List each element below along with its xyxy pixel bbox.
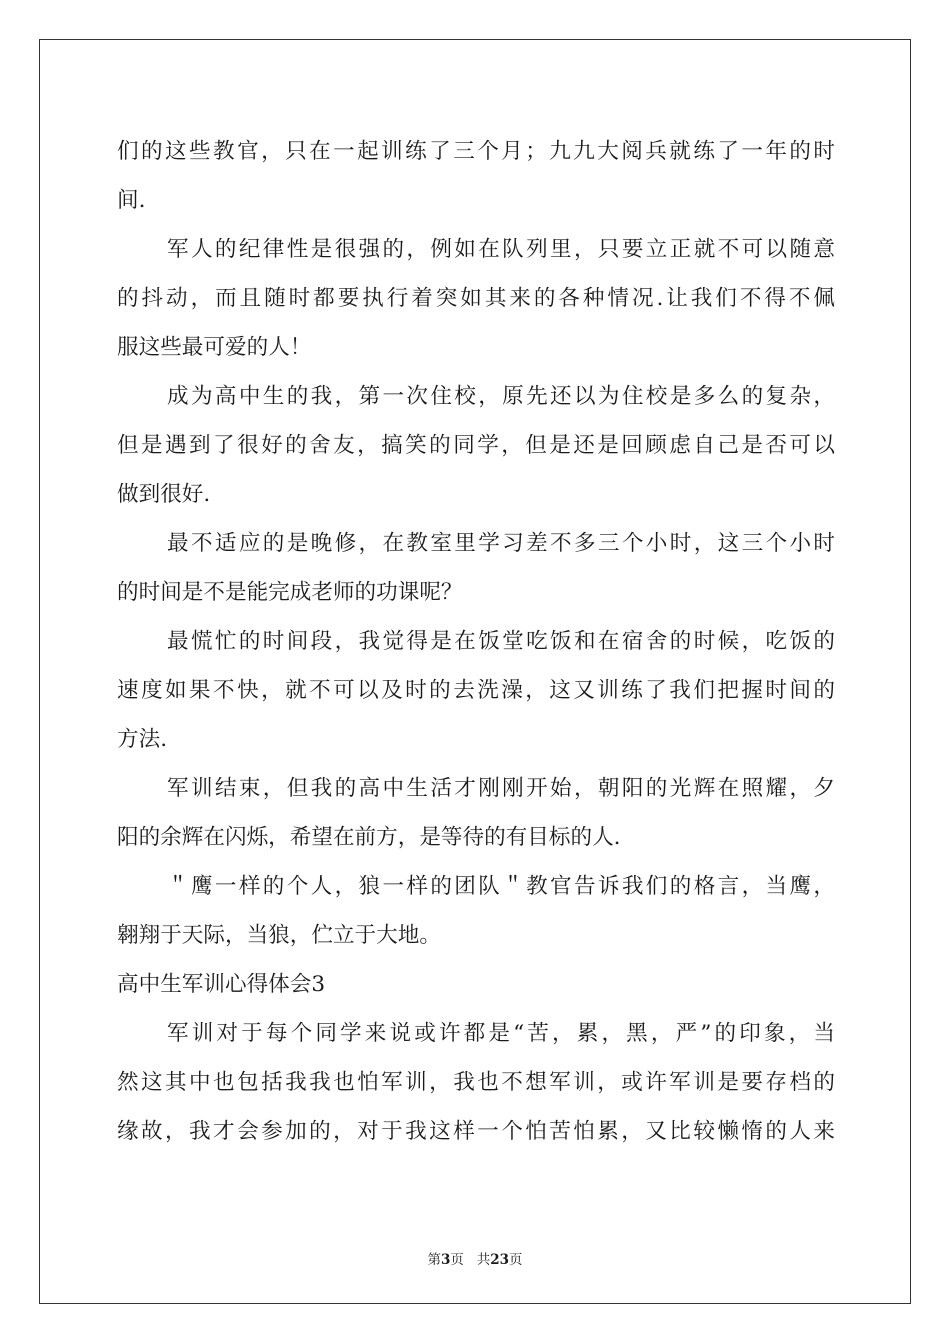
text-line: 们的这些教官，只在一起训练了三个月；九九大阅兵就练了一年的时	[117, 139, 835, 164]
footer-page-suffix: 页	[450, 1252, 464, 1268]
text-line: 的时间是不是能完成老师的功课呢？	[117, 580, 463, 605]
page-footer	[0, 1248, 950, 1268]
text-line: 成为高中生的我，第一次住校，原先还以为住校是多么的复杂，	[167, 384, 835, 409]
footer-prefix: 第	[427, 1252, 441, 1268]
text-line: 最慌忙的时间段，我觉得是在饭堂吃饭和在宿舍的时候，吃饭的	[167, 629, 835, 654]
text-line: 间.	[117, 188, 146, 213]
text-line: 然这其中也包括我我也怕军训，我也不想军训，或许军训是要存档的	[117, 1070, 835, 1095]
text-line: 但是遇到了很好的舍友，搞笑的同学，但是还是回顾虑自己是否可以	[117, 433, 835, 458]
text-line: 做到很好.	[117, 482, 211, 507]
text-line: 速度如果不快，就不可以及时的去洗澡，这又训练了我们把握时间的	[117, 678, 835, 703]
section-heading: 高中生军训心得体会3	[117, 972, 326, 997]
text-line: ＂鹰一样的个人，狼一样的团队＂教官告诉我们的格言，当鹰，	[167, 874, 835, 899]
document-body	[117, 127, 835, 1156]
text-line: 翱翔于天际，当狼，伫立于大地。	[117, 923, 441, 948]
text-line: 阳的余辉在闪烁，希望在前方，是等待的有目标的人.	[117, 825, 621, 850]
text-line: 缘故，我才会参加的，对于我这样一个怕苦怕累，又比较懒惰的人来	[117, 1119, 835, 1144]
text-line: 军训对于每个同学来说或许都是“苦，累，黑，严”的印象，当	[167, 1021, 835, 1046]
text-line: 方法.	[117, 727, 168, 752]
text-line: 军训结束，但我的高中生活才刚刚开始，朝阳的光辉在照耀，夕	[167, 776, 835, 801]
footer-page-number: 3	[440, 1252, 451, 1268]
footer-total-suffix: 页	[509, 1252, 523, 1268]
footer-total-pages: 23	[490, 1252, 510, 1268]
text-line: 最不适应的是晚修，在教室里学习差不多三个小时，这三个小时	[167, 531, 835, 556]
text-line: 军人的纪律性是很强的，例如在队列里，只要立正就不可以随意	[167, 237, 835, 262]
text-line: 的抖动，而且随时都要执行着突如其来的各种情况.让我们不得不佩	[117, 286, 835, 311]
text-line: 服这些最可爱的人！	[117, 335, 312, 360]
footer-total-prefix: 共	[476, 1252, 491, 1268]
